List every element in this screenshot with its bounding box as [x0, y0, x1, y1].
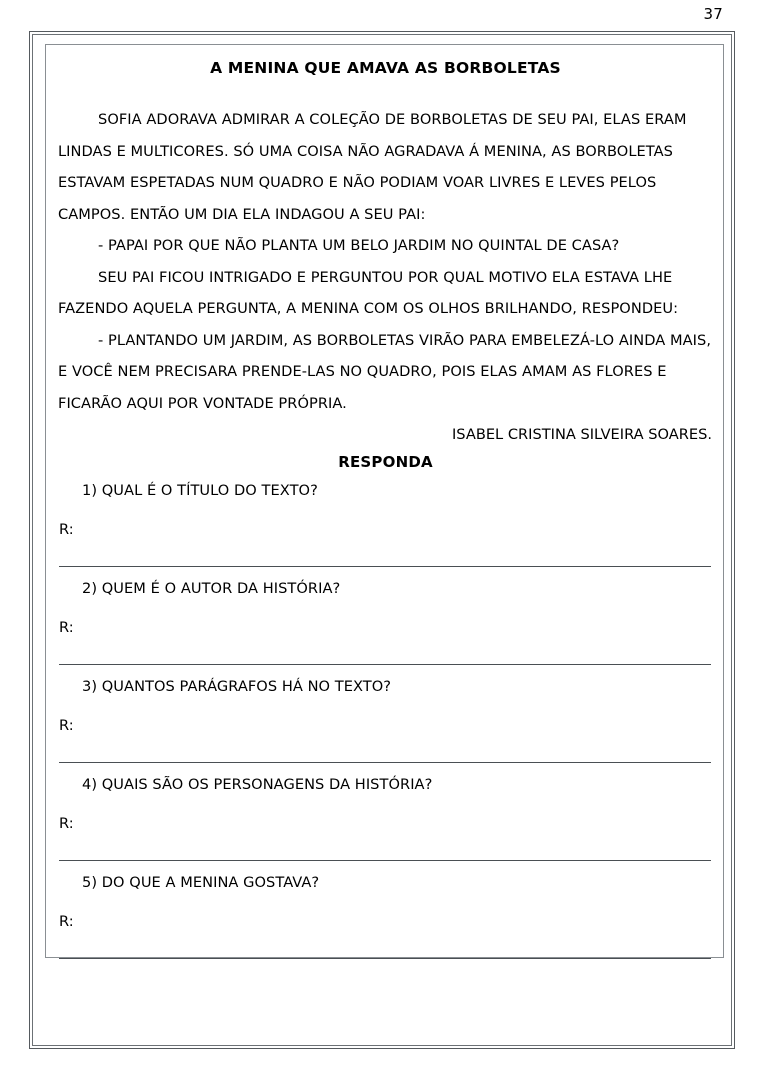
answer-line[interactable]: [59, 664, 711, 665]
answer-prompt: R:: [59, 618, 74, 636]
answer-line[interactable]: [59, 762, 711, 763]
answer-line[interactable]: [59, 860, 711, 861]
question-block: [58, 675, 713, 763]
question-block: [58, 577, 713, 665]
story-paragraph-4: - PLANTANDO UM JARDIM, AS BORBOLETAS VIRÃO PARA EMBELEZÁ-LO AINDA MAIS, E VOCÊ NEM PRECISARA PRENDE-LAS NO QUADRO, POIS ELAS AMAM AS FLORES E FICARÃO AQUI POR VONTADE PRÓPRIA.: [58, 331, 712, 412]
question-text: 5) DO QUE A MENINA GOSTAVA?: [82, 873, 320, 891]
page-title: A MENINA QUE AMAVA AS BORBOLETAS: [210, 59, 561, 77]
page-number: 37: [703, 5, 723, 23]
author-attribution: ISABEL CRISTINA SILVEIRA SOARES.: [452, 426, 712, 443]
answer-line[interactable]: [59, 958, 711, 959]
answer-prompt: R:: [59, 716, 74, 734]
page-frame: [29, 31, 735, 1049]
question-text: 3) QUANTOS PARÁGRAFOS HÁ NO TEXTO?: [82, 677, 392, 695]
story-paragraph-1: SOFIA ADORAVA ADMIRAR A COLEÇÃO DE BORBOLETAS DE SEU PAI, ELAS ERAM LINDAS E MULTICORES. SÓ UMA COISA NÃO AGRADAVA Á MENINA, AS BORBOLETAS ESTAVAM ESPETADAS NUM QUADRO E NÃO PODIAM VOAR LIVRES E LEVES PELOS CAMPOS. ENTÃO UM DIA ELA INDAGOU A SEU PAI:: [58, 111, 687, 223]
question-block: [58, 479, 713, 567]
question-block: [58, 773, 713, 861]
question-text: 4) QUAIS SÃO OS PERSONAGENS DA HISTÓRIA?: [82, 775, 433, 793]
question-block: [58, 871, 713, 959]
story-paragraph-2: - PAPAI POR QUE NÃO PLANTA UM BELO JARDIM NO QUINTAL DE CASA?: [98, 237, 620, 254]
answer-line[interactable]: [59, 566, 711, 567]
section-heading-responda: RESPONDA: [338, 452, 433, 471]
question-text: 2) QUEM É O AUTOR DA HISTÓRIA?: [82, 579, 341, 597]
answer-prompt: R:: [59, 520, 74, 538]
answer-prompt: R:: [59, 912, 74, 930]
story-text: [58, 104, 713, 419]
questions-list: [58, 479, 713, 959]
answer-prompt: R:: [59, 814, 74, 832]
story-paragraph-3: SEU PAI FICOU INTRIGADO E PERGUNTOU POR QUAL MOTIVO ELA ESTAVA LHE FAZENDO AQUELA PERGUNTA, A MENINA COM OS OLHOS BRILHANDO, RESPONDEU:: [58, 268, 679, 317]
question-text: 1) QUAL É O TÍTULO DO TEXTO?: [82, 481, 318, 499]
worksheet-content-box: [45, 44, 724, 958]
